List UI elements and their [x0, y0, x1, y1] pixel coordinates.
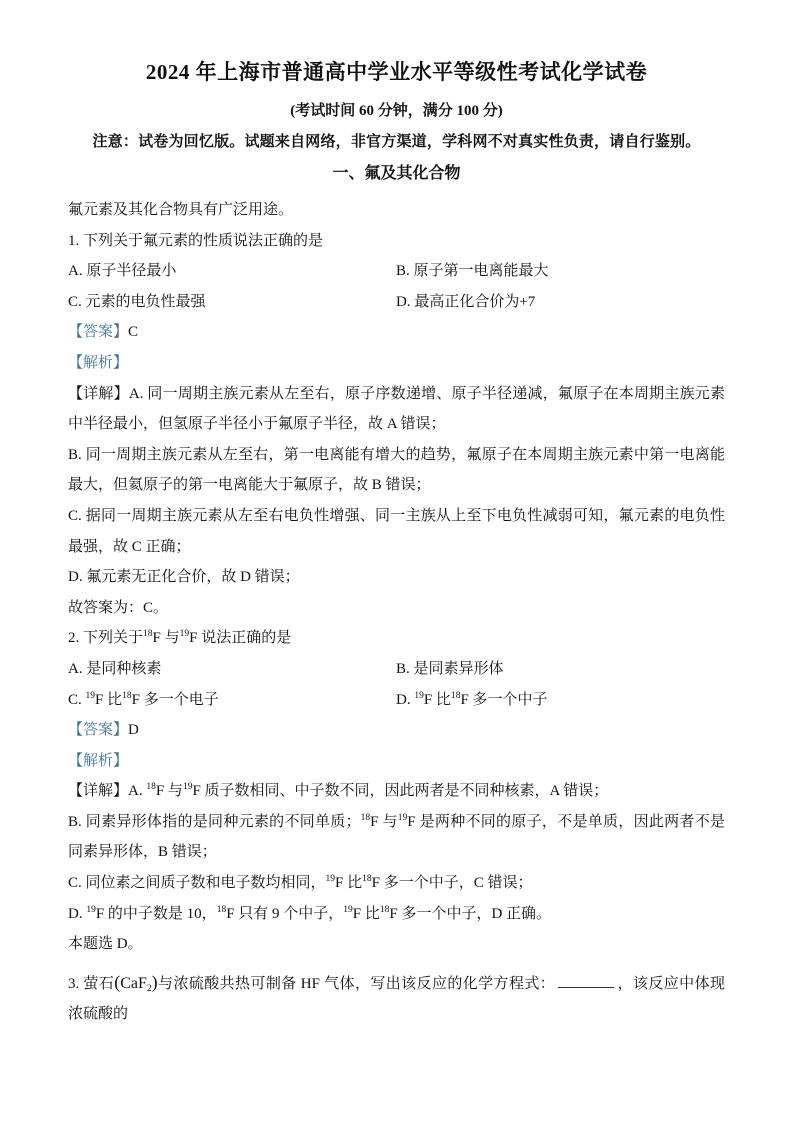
text-run: F 质子数相同、中子数不同，因此两者是不同种核素，A 错误；: [192, 783, 609, 800]
text-run: B. 是同素异形体: [396, 660, 504, 677]
exam-info: (考试时间 60 分钟，满分 100 分): [290, 103, 503, 119]
q1-detail-a: [68, 379, 725, 440]
text-run: ，该反应中体现浓硫酸的: [68, 975, 725, 1023]
text-run: F 多一个中子，C 错误；: [371, 875, 533, 892]
q3-stem: [68, 967, 725, 1030]
chemical-formula: CaF: [120, 974, 147, 992]
isotope-mass-superscript: 18: [450, 690, 461, 701]
q2-analysis: [68, 746, 725, 777]
text-run: F 比: [423, 691, 451, 708]
q2-options-2-left: [68, 685, 396, 716]
q1-options-2: [68, 287, 725, 318]
answer-analysis-label: 【答案】: [68, 722, 129, 739]
q2-stem: [68, 623, 725, 654]
isotope-mass-superscript: 19: [182, 782, 193, 793]
q1-options-2-left: [68, 287, 396, 318]
isotope-mass-superscript: 19: [325, 874, 336, 885]
text-run: C. 据同一周期主族元素从左至右电负性增强、同一主族从上至下电负性减弱可知，氟元素的电负性最强，故 C 正确；: [68, 507, 725, 555]
isotope-mass-superscript: 19: [179, 629, 190, 640]
q1-conclusion: [68, 593, 725, 624]
text-run: A. 原子半径最小: [68, 263, 177, 280]
text-run: B. 原子第一电离能最大: [396, 263, 549, 280]
text-run: D.: [396, 691, 415, 708]
q1-detail-d: [68, 562, 725, 593]
text-run: 【详解】A.: [68, 783, 147, 800]
q1-analysis: [68, 348, 725, 379]
text-run: C.: [68, 691, 86, 708]
text-run: 3. 萤石: [68, 975, 115, 992]
q2-options-1: [68, 654, 725, 685]
isotope-mass-superscript: 18: [122, 690, 132, 701]
text-run: 1. 下列关于氟元素的性质说法正确的是: [68, 232, 324, 249]
text-run: F 是两种不同的原子，不是单质，因此两者不是同素异形体，B 错误；: [68, 813, 726, 861]
text-run: 故答案为：C。: [68, 599, 169, 616]
text-run: 与浓硫酸共热可制备 HF 气体，写出该反应的化学方程式：: [157, 975, 556, 992]
q2-options-1-right: [396, 654, 725, 685]
isotope-mass-superscript: 18: [362, 874, 372, 885]
q1-options-2-right: [396, 287, 725, 318]
text-run: 2. 下列关于: [68, 630, 144, 647]
answer-analysis-label: 【解析】: [68, 354, 129, 371]
q1-options-1-right: [396, 256, 725, 287]
isotope-mass-superscript: 19: [85, 690, 96, 701]
formula-subscript: 2: [146, 983, 152, 994]
section-heading: 一、氟及其化合物: [332, 165, 461, 182]
fill-in-blank: [558, 973, 614, 988]
text-run: B. 同素异形体指的是同种元素的不同单质；: [68, 813, 361, 830]
q2-conclusion: [68, 929, 725, 960]
document-body: [68, 195, 725, 1030]
text-run: F 的中子数是 10，: [95, 905, 217, 922]
isotope-mass-superscript: 19: [397, 812, 408, 823]
text-run: C. 同位素之间质子数和电子数均相同，: [68, 875, 326, 892]
text-run: F 比: [352, 905, 380, 922]
isotope-mass-superscript: 19: [414, 690, 424, 701]
text-run: F 比: [335, 875, 363, 892]
formula-paren: (: [114, 971, 121, 992]
page-title: 2024 年上海市普通高中学业水平等级性考试化学试卷: [145, 60, 648, 84]
text-run: F 多一个电子: [131, 691, 219, 708]
isotope-mass-superscript: 18: [379, 904, 390, 915]
q1-options-1: [68, 256, 725, 287]
text-run: F 与: [370, 813, 398, 830]
text-run: F 只有 9 个中子，: [226, 905, 344, 922]
text-run: F 多一个中子，D 正确。: [389, 905, 552, 922]
isotope-mass-superscript: 18: [360, 812, 371, 823]
q1-answer: [68, 317, 725, 348]
q1-options-1-left: [68, 256, 396, 287]
text-run: F 多一个中子: [460, 691, 548, 708]
q2-options-1-left: [68, 654, 396, 685]
q2-detail-d: [68, 899, 725, 930]
intro: [68, 195, 725, 226]
notice-line: 注意：试卷为回忆版。试题来自网络，非官方渠道，学科网不对真实性负责，请自行鉴别。: [92, 134, 701, 150]
text-run: A. 是同种核素: [68, 660, 162, 677]
text-run: D. 氟元素无正化合价，故 D 错误；: [68, 569, 300, 586]
isotope-mass-superscript: 19: [343, 904, 353, 915]
q2-detail-c: [68, 868, 725, 899]
text-run: D.: [68, 905, 87, 922]
text-run: D. 最高正化合价为+7: [396, 293, 536, 310]
q2-detail-a: [68, 776, 725, 807]
text-run: D: [128, 722, 139, 739]
q1-detail-c: [68, 501, 725, 562]
text-run: 【详解】A. 同一周期主族元素从左至右，原子序数递增、原子半径递减，氟原子在本周期主族元素中半径最小，但氢原子半径小于氟原子半径，故 A 错误；: [68, 385, 725, 433]
answer-analysis-label: 【解析】: [68, 752, 129, 769]
text-run: C: [128, 324, 139, 341]
text-run: 本题选 D。: [68, 936, 143, 953]
q2-detail-b: [68, 807, 725, 868]
q2-options-2: [68, 685, 725, 716]
text-run: C. 元素的电负性最强: [68, 293, 206, 310]
isotope-mass-superscript: 19: [86, 904, 96, 915]
text-run: 氟元素及其化合物具有广泛用途。: [68, 202, 294, 218]
isotope-mass-superscript: 18: [146, 782, 156, 793]
isotope-mass-superscript: 18: [143, 629, 153, 640]
formula-paren: ): [151, 971, 158, 992]
text-run: F 与: [152, 630, 180, 647]
text-run: B. 同一周期主族元素从左至右，第一电离能有增大的趋势，氟原子在本周期主族元素中第一电离能最大，但氦原子的第一电离能大于氟原子，故 B 错误；: [68, 446, 725, 494]
q1-detail-b: [68, 440, 725, 501]
text-run: F 比: [95, 691, 123, 708]
q2-options-2-right: [396, 685, 725, 716]
q2-answer: [68, 715, 725, 746]
isotope-mass-superscript: 18: [216, 904, 227, 915]
text-run: F 与: [155, 783, 183, 800]
answer-analysis-label: 【答案】: [68, 324, 129, 341]
q1-stem: [68, 226, 725, 257]
text-run: F 说法正确的是: [189, 630, 292, 647]
